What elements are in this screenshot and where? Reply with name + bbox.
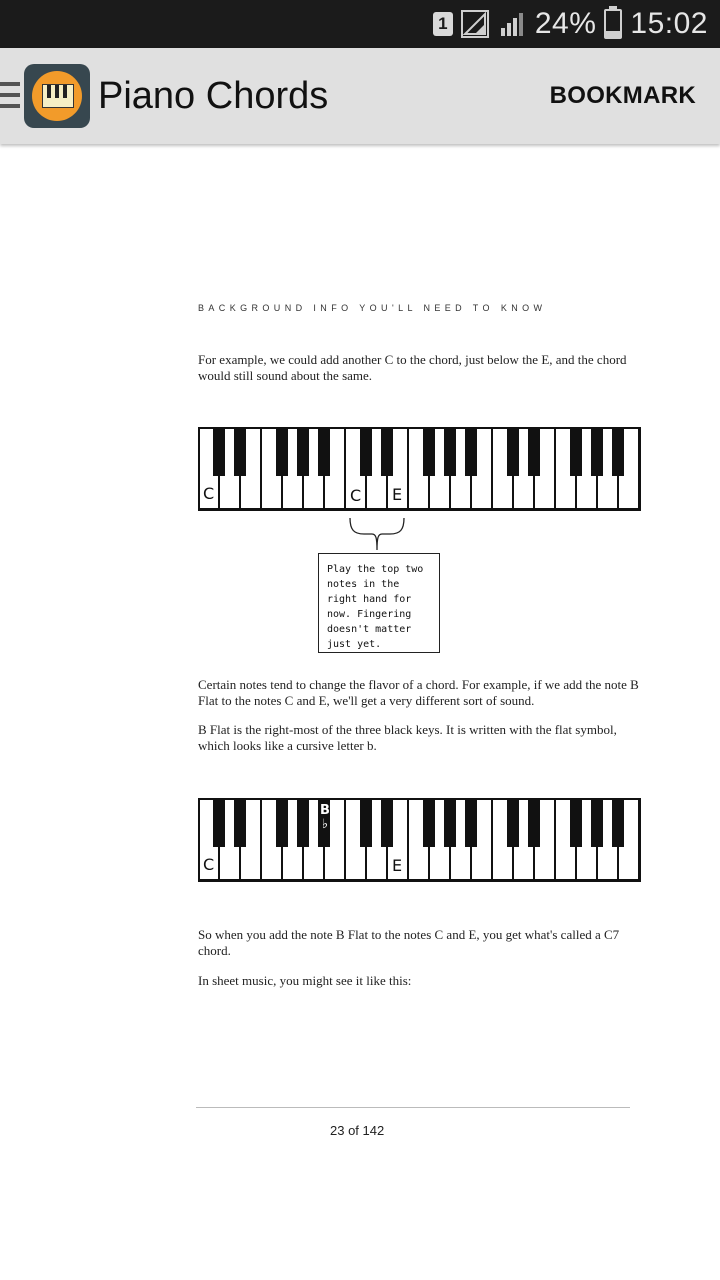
black-key	[528, 427, 540, 476]
black-key	[423, 427, 435, 476]
key-label-c: C	[350, 486, 362, 505]
black-key	[465, 427, 477, 476]
black-key	[381, 798, 393, 847]
black-key	[276, 798, 288, 847]
signal-icon	[461, 10, 491, 38]
key-label-c2: C	[203, 855, 215, 874]
black-key	[528, 798, 540, 847]
black-key	[318, 427, 330, 476]
paragraph-4: So when you add the note B Flat to the notes C and E, you get what's called a C7 chord.	[198, 927, 620, 958]
bookmark-button[interactable]: BOOKMARK	[549, 82, 696, 109]
status-icons	[433, 0, 708, 48]
black-key	[570, 427, 582, 476]
paragraph-1: For example, we could add another C to the chord, just below the E, and the chord would still sound about the same.	[198, 352, 627, 383]
key-label-e: E	[392, 485, 403, 504]
black-key	[612, 427, 624, 476]
black-key	[612, 798, 624, 847]
paragraph-2: Certain notes tend to change the flavor of a chord. For example, if we add the note B Flat to the notes C and E, we'll get a very different sort of sound.	[198, 677, 639, 708]
black-key	[591, 427, 603, 476]
black-key	[444, 798, 456, 847]
key-label-e2: E	[392, 856, 403, 875]
app-bar	[0, 48, 720, 144]
piano-keyboard-1	[198, 427, 641, 511]
signal-strength-icon	[499, 10, 527, 38]
callout-box: Play the top two notes in the right hand for now. Fingering doesn't matter just yet.	[318, 553, 440, 653]
black-key	[234, 798, 246, 847]
black-key	[591, 798, 603, 847]
app-title: Piano Chords	[98, 75, 329, 117]
black-key	[213, 427, 225, 476]
black-key	[444, 427, 456, 476]
black-key	[234, 427, 246, 476]
key-label-b-flat: B♭	[320, 803, 330, 832]
black-key	[360, 427, 372, 476]
black-key	[465, 798, 477, 847]
black-key	[276, 427, 288, 476]
page-divider	[196, 1107, 630, 1108]
black-key	[360, 798, 372, 847]
menu-icon[interactable]	[0, 82, 20, 110]
app-logo[interactable]	[24, 64, 90, 128]
paragraph-3: B Flat is the right-most of the three black keys. It is written with the flat symbol, which looks like a cursive letter b.	[198, 722, 617, 753]
battery-icon	[604, 9, 622, 39]
piano-keyboard-2	[198, 798, 641, 882]
paragraph-5: In sheet music, you might see it like this:	[198, 973, 412, 988]
key-label-c-low: C	[203, 484, 215, 503]
battery-percent: 24%	[534, 7, 597, 40]
black-key	[297, 427, 309, 476]
section-heading: BACKGROUND INFO YOU'LL NEED TO KNOW	[198, 303, 547, 313]
black-key	[297, 798, 309, 847]
black-key	[507, 798, 519, 847]
black-key	[423, 798, 435, 847]
black-key	[570, 798, 582, 847]
black-key	[381, 427, 393, 476]
page-number: 23 of 142	[330, 1123, 385, 1138]
sim-icon: 1	[433, 12, 453, 36]
brace-icon	[348, 516, 406, 552]
black-key	[213, 798, 225, 847]
status-bar	[0, 0, 720, 48]
black-key	[507, 427, 519, 476]
clock: 15:02	[630, 7, 708, 40]
